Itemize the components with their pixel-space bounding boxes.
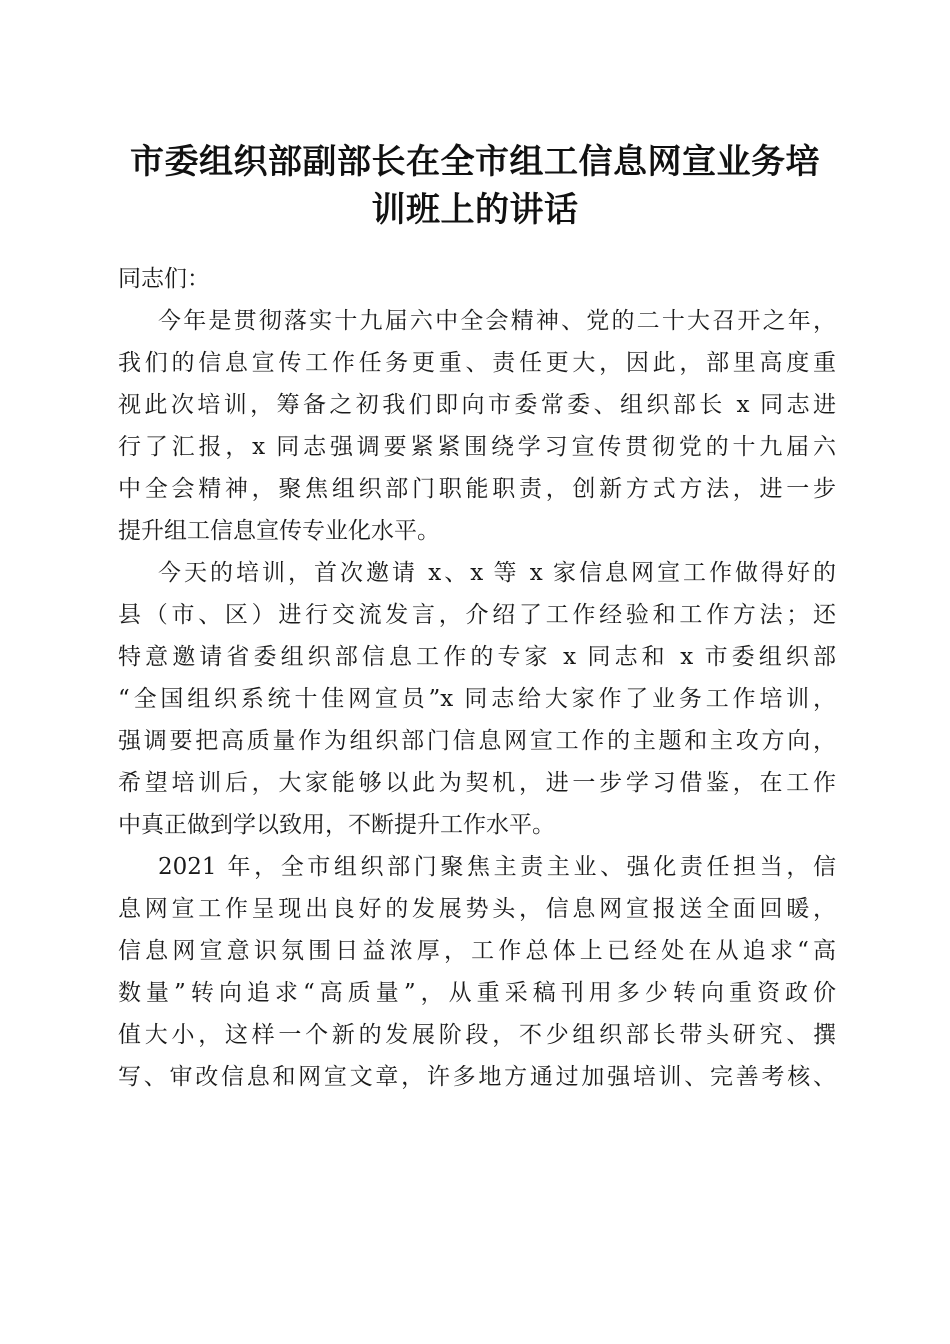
paragraph-1 [118,300,838,552]
paragraph-line: “全国组织系统十佳网宣员”x 同志给大家作了业务工作培训， [118,686,836,712]
paragraph-line: 今天的培训，首次邀请 x、x 等 x 家信息网宣工作做得好的 [158,560,836,586]
paragraph-line: 2021 年，全市组织部门聚焦主责主业、强化责任担当，信 [158,854,836,880]
paragraph-line: 今年是贯彻落实十九届六中全会精神、党的二十大召开之年， [158,308,836,334]
title-line-2: 训班上的讲话 [371,190,579,230]
paragraph-line: 我们的信息宣传工作任务更重、责任更大，因此，部里高度重 [118,350,836,376]
paragraph-line: 行了汇报，x 同志强调要紧紧围绕学习宣传贯彻党的十九届六 [118,434,836,460]
paragraph-line: 强调要把高质量作为组织部门信息网宣工作的主题和主攻方向， [118,728,836,754]
paragraph-line: 中全会精神，聚焦组织部门职能职责，创新方式方法，进一步 [118,476,836,502]
document-title [110,138,840,234]
salutation: 同志们： [118,266,210,292]
paragraph-line: 希望培训后，大家能够以此为契机，进一步学习借鉴，在工作 [118,770,836,796]
paragraph-3 [118,846,838,1098]
paragraph-line: 特意邀请省委组织部信息工作的专家 x 同志和 x 市委组织部 [118,644,836,670]
paragraph-line: 提升组工信息宣传专业化水平。 [118,518,440,544]
title-line-1: 市委组织部副部长在全市组工信息网宣业务培 [130,142,820,182]
paragraph-line: 信息网宣意识氛围日益浓厚，工作总体上已经处在从追求“高 [118,938,836,964]
paragraph-line: 视此次培训，筹备之初我们即向市委常委、组织部长 x 同志进 [118,392,836,418]
document-body [118,258,838,1098]
paragraph-line: 数量”转向追求“高质量”，从重采稿刊用多少转向重资政价 [118,980,836,1006]
paragraph-line: 息网宣工作呈现出良好的发展势头，信息网宣报送全面回暖， [118,896,836,922]
paragraph-line: 写、审改信息和网宣文章，许多地方通过加强培训、完善考核、 [118,1064,836,1090]
paragraph-line: 县（市、区）进行交流发言，介绍了工作经验和工作方法；还 [118,602,836,628]
paragraph-line: 值大小，这样一个新的发展阶段，不少组织部长带头研究、撰 [118,1022,836,1048]
paragraph-line: 中真正做到学以致用，不断提升工作水平。 [118,812,555,838]
paragraph-2 [118,552,838,846]
